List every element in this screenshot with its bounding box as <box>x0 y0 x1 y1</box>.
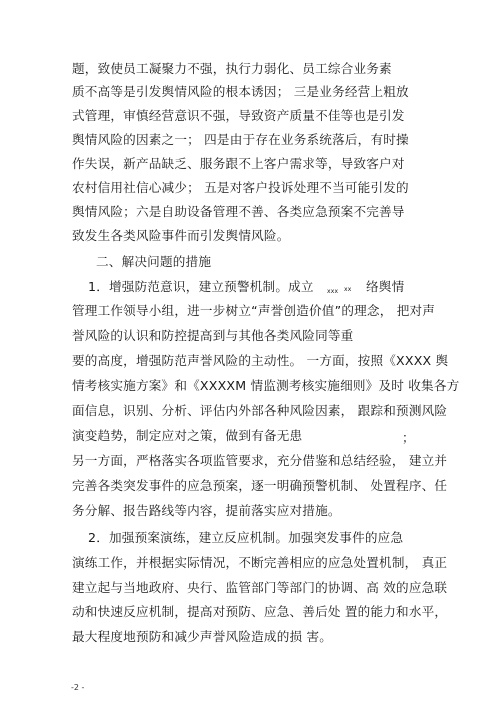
text-line: 题，致使员工凝聚力不强，执行力弱化、员工综合业务素 <box>72 61 392 76</box>
text-line: 质不高等是引发舆情风险的根本诱因； 三是业务经营上粗放 <box>72 84 409 99</box>
redacted-text: xxx <box>327 288 339 295</box>
text-line: 式管理，审慎经营意识不强，导致资产质量不佳等也是引发 <box>72 108 405 123</box>
text-line: ； <box>402 430 415 445</box>
text-line: 致发生各类风险事件而引发舆情风险。 <box>72 228 290 243</box>
text-line: 演变趋势，制定应对之策，做到有备无患 <box>72 428 303 443</box>
page-number: -2 - <box>71 683 85 692</box>
text-line: 务分解、报告路线等内容，提前落实应对措施。 <box>72 503 341 518</box>
text-line: 舆情风险的因素之一； 四是由于存在业务系统落后，有时操 <box>72 132 409 147</box>
text-line: 完善各类突发事件的应急预案，逐一明确预警机制、 处置程序、任 <box>72 478 448 493</box>
text-line: 作失误，新产品缺乏、服务跟不上客户需求等，导致客户对 <box>72 156 405 171</box>
section-heading: 二、解决问题的措施 <box>96 254 212 269</box>
text-line: 络舆情 <box>366 279 405 294</box>
text-line: 动和快速反应机制，提高对预防、应急、善后处 置的能力和水平， <box>72 604 448 619</box>
text-line: 管理工作领导小组，进一步树立“声誉创造价值”的理念， 把对声 <box>72 303 436 318</box>
text-line: 最大程度地预防和减少声誉风险造成的损 害。 <box>72 629 333 644</box>
text-line: 面信息，识别、分析、评估内外部各种风险因素， 跟踪和预测风险 <box>72 403 448 418</box>
text-line: 情考核实施方案》和《XXXXM 情监测考核实施细则》及时 收集各方 <box>72 378 460 393</box>
text-line: 农村信用社信心减少； 五是对客户投诉处理不当可能引发的 <box>72 180 409 195</box>
text-line: 2．加强预案演练，建立反应机制。加强突发事件的应急 <box>88 530 404 545</box>
redacted-text: xx <box>344 286 352 293</box>
text-line: 另一方面，严格落实各项监管要求，充分借鉴和总结经验， 建立并 <box>72 453 448 468</box>
text-line: 要的高度，增强防范声誉风险的主动性。 一方面，按照《XXXX 舆 <box>72 353 449 368</box>
text-line: 演练工作，并根据实际情况，不断完善相应的应急处置机制， 真正 <box>72 555 448 570</box>
text-line: 1．增强防范意识，建立预警机制。成立 <box>88 279 314 294</box>
text-line: 舆情风险；六是自助设备管理不善、各类应急预案不完善导 <box>72 204 405 219</box>
text-line: 誉风险的认识和防控提高到与其他各类风险同等重 <box>72 328 354 343</box>
text-line: 建立起与当地政府、央行、监管部门等部门的协调、高 效的应急联 <box>72 580 448 595</box>
